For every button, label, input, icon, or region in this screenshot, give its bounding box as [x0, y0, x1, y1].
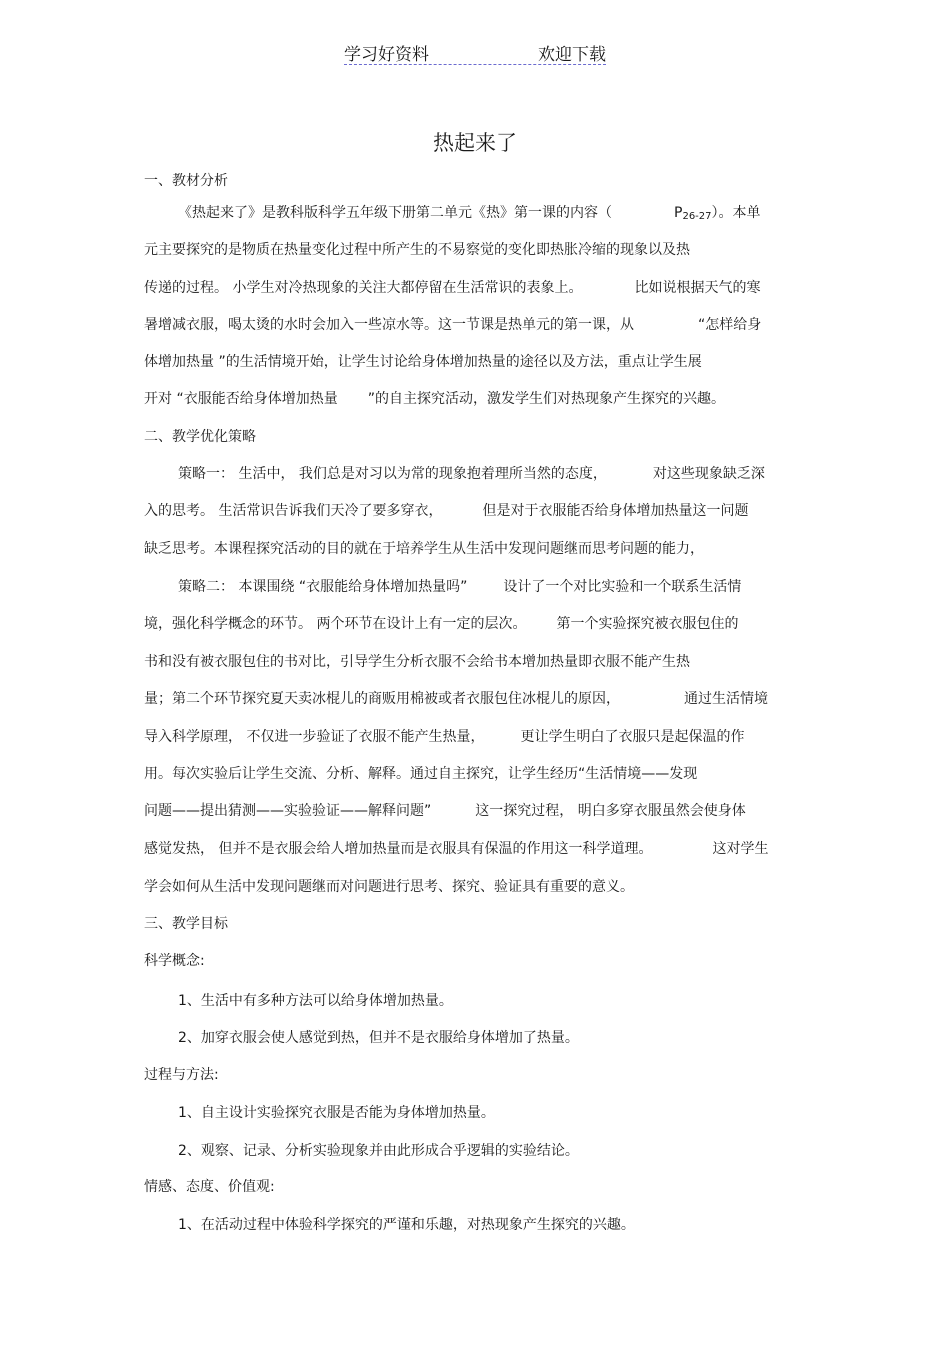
line-text: 比如说根据天气的寒: [634, 280, 761, 296]
line-text: ”的自主探究活动，激发学生们对热现象产生探究的兴趣。: [367, 391, 725, 407]
goal-item: 2、加穿衣服会使人感觉到热，但并不是衣服给身体增加了热量。: [178, 1030, 579, 1046]
goal-item: 2、观察、记录、分析实验现象并由此形成合乎逻辑的实验结论。: [178, 1143, 579, 1159]
paragraph-line: 元主要探究的是物质在热量变化过程中所产生的不易察觉的变化即热胀冷缩的现象以及热: [144, 242, 690, 258]
paragraph-line: [144, 314, 761, 334]
line-text: 策略一： 生活中， 我们总是对习以为常的现象抱着理所当然的态度，: [178, 466, 607, 482]
section-heading-2: 二、教学优化策略: [144, 429, 256, 445]
paragraph-line: [178, 576, 741, 596]
line-text: 开对 “衣服能否给身体增加热量: [144, 391, 338, 407]
section-heading-3: 三、教学目标: [144, 916, 228, 932]
section-heading-1: 一、教材分析: [144, 173, 228, 189]
goal-category: 过程与方法:: [144, 1067, 219, 1083]
paragraph-line: 学会如何从生活中发现问题继而对问题进行思考、探究、验证具有重要的意义。: [144, 879, 634, 895]
header-left: 学习好资料: [344, 45, 429, 65]
paragraph-line: [144, 500, 748, 520]
goal-item: 1、自主设计实验探究衣服是否能为身体增加热量。: [178, 1105, 495, 1121]
line-text: 更让学生明白了衣服只是起保温的作: [520, 729, 745, 745]
goal-category: 情感、态度、价值观:: [144, 1179, 275, 1195]
paragraph-line: [144, 388, 725, 408]
line-text: 第一个实验探究被衣服包住的: [556, 616, 739, 632]
line-text: 暑增减衣服，喝太烫的水时会加入一些凉水等。这一节课是热单元的第一课，从: [144, 317, 634, 333]
goal-item: 1、在活动过程中体验科学探究的严谨和乐趣，对热现象产生探究的兴趣。: [178, 1217, 635, 1233]
line-text: 这对学生: [712, 841, 769, 857]
line-text: 但是对于衣服能否给身体增加热量这一问题: [482, 503, 749, 519]
line-text: 量；第二个环节探究夏天卖冰棍儿的商贩用棉被或者衣服包住冰棍儿的原因，: [144, 691, 620, 707]
line-text: 通过生活情境: [684, 691, 768, 707]
line-text: 这一探究过程， 明白多穿衣服虽然会使身体: [475, 803, 746, 819]
line-text: “怎样给身: [698, 317, 762, 333]
page-header: [344, 40, 606, 65]
paragraph-line: 书和没有被衣服包住的书对比，引导学生分析衣服不会给书本增加热量即衣服不能产生热: [144, 654, 690, 670]
header-right: 欢迎下载: [538, 45, 606, 65]
line-text: 入的思考。 生活常识告诉我们天冷了要多穿衣，: [144, 503, 443, 519]
paragraph-line: [144, 800, 746, 820]
line-text: 传递的过程。 小学生对冷热现象的关注大都停留在生活常识的表象上。: [144, 280, 583, 296]
line-text: 对这些现象缺乏深: [652, 466, 765, 482]
line-text: 策略二： 本课围绕 “衣服能给身体增加热量吗”: [178, 579, 468, 595]
paragraph-line: 缺乏思考。本课程探究活动的目的就在于培养学生从生活中发现问题继而思考问题的能力，: [144, 541, 704, 557]
paragraph-line: 体增加热量 ”的生活情境开始，让学生讨论给身体增加热量的途径以及方法，重点让学生展: [144, 354, 702, 370]
paragraph-line: [144, 613, 738, 633]
line-tail: ）。本单: [711, 205, 761, 221]
paragraph-line: [178, 463, 765, 483]
line-text: 设计了一个对比实验和一个联系生活情: [503, 579, 742, 595]
paragraph-line: 用。每次实验后让学生交流、分析、解释。通过自主探究，让学生经历“生活情境——发现: [144, 766, 698, 782]
line-text: 《热起来了》是教科版科学五年级下册第二单元《热》第一课的内容（: [178, 205, 612, 221]
goal-category: 科学概念:: [144, 953, 205, 969]
page-ref: $P_{26-27}$: [674, 205, 712, 222]
goal-item: 1、生活中有多种方法可以给身体增加热量。: [178, 993, 453, 1009]
paragraph-line: [144, 838, 768, 858]
document-title: 热起来了: [433, 131, 517, 155]
line-text: 感觉发热， 但并不是衣服会给人增加热量而是衣服具有保温的作用这一科学道理。: [144, 841, 653, 857]
paragraph-line: [144, 688, 768, 708]
paragraph-line: [144, 726, 744, 746]
line-text: 问题——提出猜测——实验验证——解释问题”: [144, 803, 432, 819]
line-text: 导入科学原理， 不仅进一步验证了衣服不能产生热量，: [144, 729, 485, 745]
paragraph-line: [178, 202, 761, 222]
paragraph-line: [144, 277, 760, 297]
line-text: 境，强化科学概念的环节。 两个环节在设计上有一定的层次。: [144, 616, 527, 632]
